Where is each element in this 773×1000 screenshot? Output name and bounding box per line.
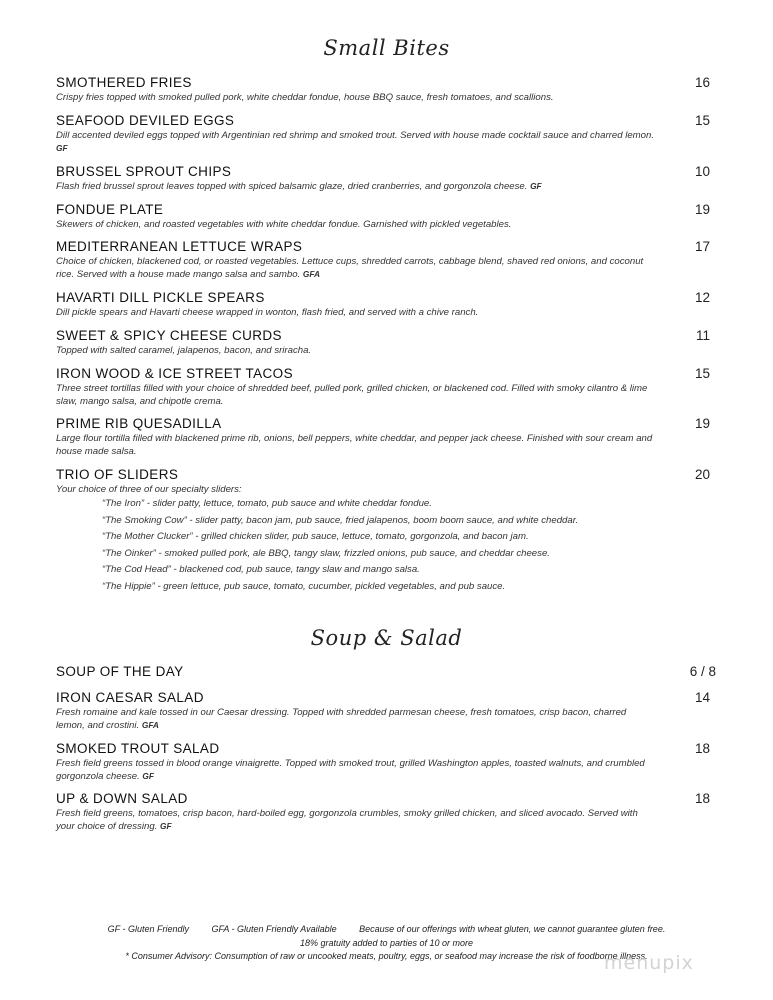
slider-option: “The Mother Clucker” - grilled chicken slider, pub sauce, lettuce, tomato, gorgonzola, and bacon jam.: [102, 531, 529, 542]
item-name: SEAFOOD DEVILED EGGS: [56, 113, 235, 128]
slider-option: “The Cod Head” - blackened cod, pub sauce, tangy slaw and mango salsa.: [102, 564, 420, 575]
dietary-tag: GF: [56, 143, 68, 153]
item-name: HAVARTI DILL PICKLE SPEARS: [56, 290, 265, 305]
menu-item-brussel-sprout-chips: [56, 164, 716, 193]
item-price: 14: [694, 690, 710, 705]
menu-item-prime-rib-quesadilla: [56, 416, 716, 458]
slider-option: “The Smoking Cow” - slider patty, bacon jam, pub sauce, fried jalapenos, boom boom sauce, and white cheddar.: [102, 514, 579, 526]
menu-item-sweet-spicy-cheese-curds: [56, 328, 716, 357]
item-price: 20: [694, 467, 710, 482]
menu-item-havarti-dill-pickle-spears: [56, 290, 716, 319]
item-description: Fresh field greens tossed in blood orange vinaigrette. Topped with smoked trout, grilled Washington apples, toasted walnuts, and crumbled gorgonzola cheese. GF: [56, 758, 645, 782]
item-price: 12: [694, 290, 710, 305]
item-name: SMOKED TROUT SALAD: [56, 741, 220, 756]
gratuity-note: 18% gratuity added to parties of 10 or more: [299, 937, 474, 948]
item-description: Dill pickle spears and Havarti cheese wrapped in wonton, flash fried, and served with a chive ranch.: [56, 307, 479, 318]
item-name: SOUP OF THE DAY: [56, 664, 184, 679]
slider-options-list: [102, 496, 702, 595]
item-description: Choice of chicken, blackened cod, or roasted vegetables. Lettuce cups, shredded carrots, cabbage blend, shaved red onions, and coconut rice. Served with a house made mango salsa and sambo. GFA: [56, 256, 644, 280]
slider-option: “The Hippie” - green lettuce, pub sauce, tomato, cucumber, pickled vegetables, and pub sauce.: [102, 580, 506, 592]
item-description: Large flour tortilla filled with blackened prime rib, onions, bell peppers, white cheddar, and pepper jack cheese. Finished with sour cream and house made salsa.: [56, 433, 653, 457]
item-price: 15: [694, 113, 710, 128]
menu-item-fondue-plate: [56, 202, 716, 231]
slider-option: “The Iron” - slider patty, lettuce, tomato, pub sauce and white cheddar fondue.: [102, 498, 432, 509]
dietary-tag: GFA: [141, 720, 159, 730]
item-name: SWEET & SPICY CHEESE CURDS: [56, 328, 282, 343]
dietary-tag: GF: [530, 181, 542, 191]
menu-item-seafood-deviled-eggs: [56, 113, 716, 155]
item-name: MEDITERRANEAN LETTUCE WRAPS: [56, 239, 303, 254]
watermark-logo: menupix: [604, 952, 694, 974]
gf-legend: GF - Gluten Friendly: [107, 924, 190, 934]
item-price: 6 / 8: [689, 664, 716, 679]
menu-item-iron-caesar-salad: [56, 690, 716, 732]
item-name: FONDUE PLATE: [56, 202, 164, 217]
item-price: 19: [694, 416, 710, 431]
slider-option: “The Oinker” - smoked pulled pork, ale BBQ, tangy slaw, frizzled onions, pub sauce, and cheddar cheese.: [102, 547, 550, 559]
item-description: Flash fried brussel sprout leaves topped with spiced balsamic glaze, dried cranberries, and gorgonzola cheese. GF: [56, 181, 542, 192]
gfa-legend: GFA - Gluten Friendly Available: [211, 924, 337, 934]
menu-item-smoked-trout-salad: [56, 741, 716, 783]
dietary-tag: GF: [160, 821, 172, 831]
menu-item-smothered-fries: [56, 75, 716, 104]
item-description: Your choice of three of our specialty sliders:: [56, 484, 242, 495]
item-price: 11: [695, 328, 710, 343]
item-description: Fresh field greens, tomatoes, crisp bacon, hard-boiled egg, gorgonzola crumbles, smoky grilled chicken, and sliced avocado. Served with your choice of dressing. GF: [56, 808, 638, 832]
item-name: PRIME RIB QUESADILLA: [56, 416, 222, 431]
dietary-tag: GF: [142, 771, 154, 781]
item-description: Crispy fries topped with smoked pulled pork, white cheddar fondue, house BBQ sauce, fresh tomatoes, and scallions.: [56, 92, 554, 103]
menu-item-mediterranean-lettuce-wraps: [56, 239, 716, 281]
gluten-notice: Because of our offerings with wheat gluten, we cannot guarantee gluten free.: [359, 924, 666, 934]
consumer-advisory: * Consumer Advisory: Consumption of raw or uncooked meats, poultry, eggs, or seafood may increase the risk of foodborne illness.: [125, 951, 648, 961]
item-description: Three street tortillas filled with your choice of shredded beef, pulled pork, grilled chicken, or blackened cod. Filled with smoky cilantro & lime slaw, mango salsa, and chipotle crema.: [56, 383, 648, 407]
menu-item-soup-of-the-day: [56, 664, 716, 680]
item-name: BRUSSEL SPROUT CHIPS: [56, 164, 232, 179]
item-price: 10: [694, 164, 710, 179]
item-description: Dill accented deviled eggs topped with Argentinian red shrimp and smoked trout. Served with house made cocktail sauce and charred lemon. GF: [56, 130, 654, 153]
menu-item-trio-of-sliders: [56, 467, 716, 496]
small-bites-heading: Small Bites: [323, 36, 450, 60]
item-price: 16: [694, 75, 710, 90]
item-description: Topped with salted caramel, jalapenos, bacon, and sriracha.: [56, 345, 312, 356]
soup-salad-heading: Soup & Salad: [310, 626, 463, 650]
item-name: TRIO OF SLIDERS: [56, 467, 179, 482]
item-description: Skewers of chicken, and roasted vegetables with white cheddar fondue. Garnished with pickled vegetables.: [56, 219, 512, 230]
item-price: 19: [694, 202, 710, 217]
item-price: 18: [694, 741, 710, 756]
footer-legend-row: [0, 923, 773, 937]
menu-item-street-tacos: [56, 366, 716, 408]
dietary-tag: GFA: [302, 269, 320, 279]
item-price: 17: [694, 239, 710, 254]
item-description: Fresh romaine and kale tossed in our Caesar dressing. Topped with shredded parmesan cheese, fresh tomatoes, crisp bacon, charred lemon, and crostini. GFA: [56, 707, 627, 731]
item-name: UP & DOWN SALAD: [56, 791, 188, 806]
item-name: SMOTHERED FRIES: [56, 75, 192, 90]
item-price: 15: [694, 366, 710, 381]
item-price: 18: [694, 791, 710, 806]
item-name: IRON WOOD & ICE STREET TACOS: [56, 366, 293, 381]
menu-item-up-down-salad: [56, 791, 716, 833]
item-name: IRON CAESAR SALAD: [56, 690, 204, 705]
